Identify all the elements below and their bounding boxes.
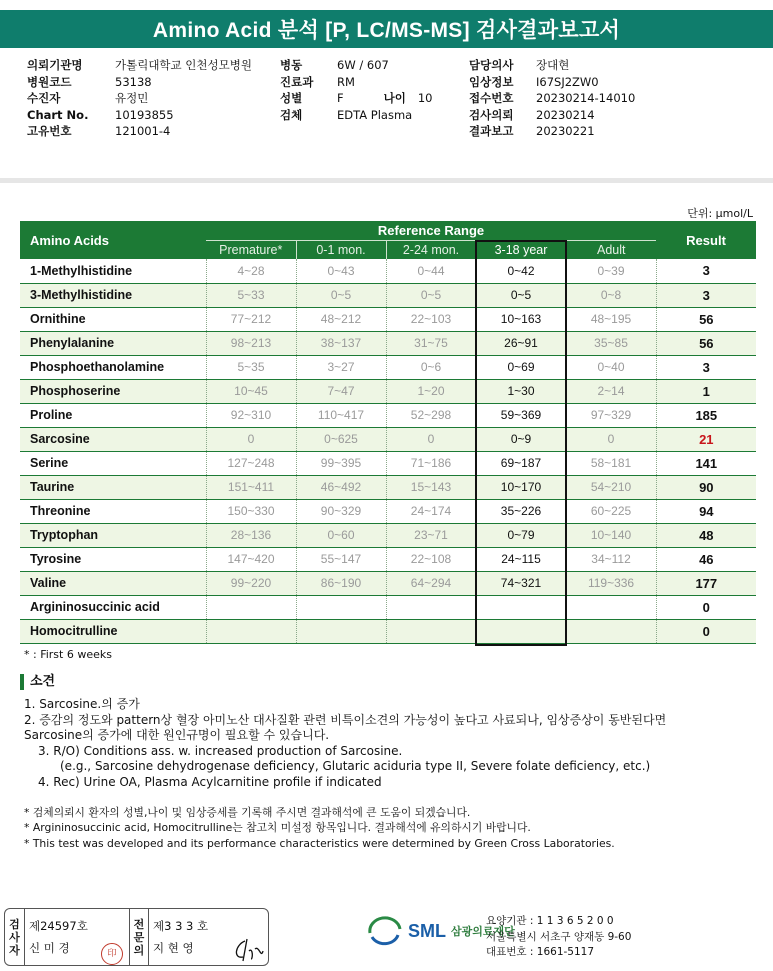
reference-range-cell: 23~71 [386, 523, 476, 547]
info-row [469, 57, 635, 74]
result-value: 56 [656, 331, 756, 355]
reference-range-cell: 3~27 [296, 355, 386, 379]
table-row [20, 595, 756, 619]
table-row [20, 379, 756, 403]
reference-range-cell [206, 595, 296, 619]
amino-acid-name: 1-Methylhistidine [20, 259, 206, 283]
reference-range-cell: 86~190 [296, 571, 386, 595]
reference-range-cell: 0 [386, 427, 476, 451]
reference-range-cell: 147~420 [206, 547, 296, 571]
info-row [469, 90, 635, 107]
reference-range-cell: 0 [206, 427, 296, 451]
tester-label-char: 자 [9, 943, 20, 957]
specialist-label-char: 전 [133, 917, 145, 931]
patient-info-col3 [469, 57, 635, 140]
reference-range-cell: 34~112 [566, 547, 656, 571]
org-contact [486, 914, 631, 961]
info-value: 53138 [115, 74, 152, 89]
reference-range-cell: 92~310 [206, 403, 296, 427]
subheader-age-group: 2-24 mon. [386, 240, 476, 259]
tester-label-char: 사 [9, 930, 20, 944]
tester-name: 신 미 경 [29, 941, 70, 955]
specialist-name: 지 현 영 [153, 941, 194, 955]
amino-acid-name: Proline [20, 403, 206, 427]
amino-acid-table [20, 221, 756, 644]
subheader-age-group: Premature* [206, 240, 296, 259]
reference-range-cell: 0~5 [296, 283, 386, 307]
reference-range-cell: 5~35 [206, 355, 296, 379]
reference-range-cell [296, 595, 386, 619]
reference-range-cell: 48~195 [566, 307, 656, 331]
amino-acid-name: Taurine [20, 475, 206, 499]
opinion-text [24, 697, 764, 791]
info-value: 장대현 [536, 58, 570, 72]
reference-range-cell: 90~329 [296, 499, 386, 523]
header-amino-acids: Amino Acids [20, 221, 206, 259]
amino-acid-name: Valine [20, 571, 206, 595]
table-row [20, 283, 756, 307]
opinion-line: 1. Sarcosine.의 증가 [24, 697, 140, 711]
result-value: 94 [656, 499, 756, 523]
info-label: 검체 [280, 107, 303, 122]
reference-range-cell: 99~395 [296, 451, 386, 475]
table-row [20, 403, 756, 427]
reference-range-cell: 58~181 [566, 451, 656, 475]
table-row [20, 331, 756, 355]
patient-info-col1 [27, 57, 252, 140]
notes [24, 805, 615, 851]
subheader-age-group: 0-1 mon. [296, 240, 386, 259]
specialist-label-char: 문 [133, 930, 145, 944]
result-value: 90 [656, 475, 756, 499]
amino-acid-name: Threonine [20, 499, 206, 523]
info-value: RM [337, 74, 355, 89]
age-label: 나이 [383, 91, 406, 105]
contact-line: 대표번호 : 1661-5117 [486, 946, 595, 958]
reference-range-cell: 98~213 [206, 331, 296, 355]
org-name: 삼광의료재단 [451, 925, 515, 938]
reference-range-cell: 46~492 [296, 475, 386, 499]
result-value: 177 [656, 571, 756, 595]
table-row [20, 307, 756, 331]
info-row [27, 90, 252, 107]
info-label: 고유번호 [27, 124, 72, 138]
amino-acid-name: Ornithine [20, 307, 206, 331]
table-row [20, 475, 756, 499]
result-value: 0 [656, 619, 756, 643]
reference-range-cell: 38~137 [296, 331, 386, 355]
reference-range-cell: 69~187 [476, 451, 566, 475]
table-row [20, 259, 756, 283]
reference-range-cell: 151~411 [206, 475, 296, 499]
table-row [20, 523, 756, 547]
table-row [20, 427, 756, 451]
info-row [27, 74, 252, 91]
reference-range-cell: 54~210 [566, 475, 656, 499]
signature-scribble-icon [231, 937, 265, 965]
info-row [469, 107, 635, 124]
reference-range-cell: 97~329 [566, 403, 656, 427]
amino-acid-name: Serine [20, 451, 206, 475]
result-value: 3 [656, 283, 756, 307]
info-value: 20230214-14010 [536, 91, 636, 105]
reference-range-cell: 150~330 [206, 499, 296, 523]
tester-info [25, 915, 129, 959]
info-row [280, 107, 432, 124]
reference-range-cell [566, 619, 656, 643]
reference-range-cell: 26~91 [476, 331, 566, 355]
info-value: I67SJ2ZW0 [536, 74, 599, 89]
amino-acid-name: Tryptophan [20, 523, 206, 547]
info-label: 접수번호 [469, 91, 514, 105]
info-label: 진료과 [280, 74, 314, 89]
info-row [27, 57, 252, 74]
result-value: 0 [656, 595, 756, 619]
info-label: 병원코드 [27, 74, 72, 89]
reference-range-cell: 77~212 [206, 307, 296, 331]
reference-range-cell: 60~225 [566, 499, 656, 523]
info-row [280, 90, 432, 107]
amino-acid-name: Argininosuccinic acid [20, 595, 206, 619]
reference-range-cell [476, 595, 566, 619]
reference-range-cell: 71~186 [386, 451, 476, 475]
result-value: 3 [656, 355, 756, 379]
table-row [20, 547, 756, 571]
result-value: 1 [656, 379, 756, 403]
info-value: F [337, 91, 344, 105]
table-row [20, 451, 756, 475]
amino-acid-name: Homocitrulline [20, 619, 206, 643]
table-row [20, 619, 756, 643]
reference-range-cell: 74~321 [476, 571, 566, 595]
reference-range-cell: 0~79 [476, 523, 566, 547]
reference-range-cell: 0~39 [566, 259, 656, 283]
sml-logo-text: SML [408, 920, 446, 941]
reference-range-cell: 0~60 [296, 523, 386, 547]
note-line: * This test was developed and its performance characteristics were determined by Green Cross Laboratories. [24, 836, 615, 850]
section-divider [0, 178, 773, 183]
tester-label-char: 검 [9, 917, 20, 931]
tester-license: 제24597호 [29, 919, 88, 933]
header-result: Result [656, 221, 756, 259]
info-value: 가톨릭대학교 인천성모병원 [115, 58, 252, 72]
reference-range-cell: 15~143 [386, 475, 476, 499]
info-label: 수진자 [27, 91, 61, 105]
reference-range-cell: 0~5 [476, 283, 566, 307]
reference-range-cell: 119~336 [566, 571, 656, 595]
info-row [27, 107, 252, 124]
reference-range-cell: 127~248 [206, 451, 296, 475]
info-label: 임상정보 [469, 74, 514, 89]
info-row [469, 74, 635, 91]
reference-range-cell: 0~40 [566, 355, 656, 379]
info-value: 6W / 607 [337, 58, 389, 72]
patient-info-col2 [280, 57, 432, 123]
subheader-age-group: 3-18 year [476, 240, 566, 259]
reference-range-cell: 1~20 [386, 379, 476, 403]
table-row [20, 499, 756, 523]
specialist-info [149, 915, 267, 959]
reference-range-cell: 35~226 [476, 499, 566, 523]
info-label: 병동 [280, 58, 303, 72]
reference-range-cell: 0~9 [476, 427, 566, 451]
reference-range-cell: 28~136 [206, 523, 296, 547]
result-value: 3 [656, 259, 756, 283]
reference-range-cell: 1~30 [476, 379, 566, 403]
note-line: * Argininosuccinic acid, Homocitrulline는 참고치 미설정 항목입니다. 결과해석에 유의하시기 바랍니다. [24, 821, 531, 835]
unit-label: 단위: µmol/L [687, 207, 753, 220]
info-label: 담당의사 [469, 58, 514, 72]
opinion-title: 소견 [20, 674, 55, 690]
contact-line: 요양기관 : 1 1 3 6 5 2 0 0 [486, 915, 614, 927]
reference-range-cell: 55~147 [296, 547, 386, 571]
info-value: 유정민 [115, 91, 149, 105]
info-row [280, 74, 432, 91]
amino-acid-name: Phosphoethanolamine [20, 355, 206, 379]
reference-range-cell: 0~625 [296, 427, 386, 451]
reference-range-cell: 4~28 [206, 259, 296, 283]
amino-acid-name: Sarcosine [20, 427, 206, 451]
reference-range-cell: 0~6 [386, 355, 476, 379]
subheader-age-group: Adult [566, 240, 656, 259]
reference-range-cell: 22~103 [386, 307, 476, 331]
reference-range-cell: 24~174 [386, 499, 476, 523]
info-value: 10193855 [115, 107, 174, 122]
reference-range-cell: 35~85 [566, 331, 656, 355]
note-line: * 검체의뢰시 환자의 성별,나이 및 임상증세를 기록해 주시면 결과해석에 큰 도움이 되겠습니다. [24, 806, 471, 819]
info-value: 20230221 [536, 124, 595, 138]
reference-range-cell [476, 619, 566, 643]
info-value: 121001-4 [115, 124, 171, 138]
report-title: Amino Acid 분석 [P, LC/MS-MS] 검사결과보고서 [0, 10, 773, 48]
reference-range-cell: 64~294 [386, 571, 476, 595]
reference-range-cell: 24~115 [476, 547, 566, 571]
table-row [20, 571, 756, 595]
amino-acid-name: Phenylalanine [20, 331, 206, 355]
table-row [20, 355, 756, 379]
info-label: 검사의뢰 [469, 107, 514, 122]
reference-range-cell: 0~69 [476, 355, 566, 379]
reference-range-cell: 10~45 [206, 379, 296, 403]
reference-range-cell: 99~220 [206, 571, 296, 595]
reference-range-cell: 59~369 [476, 403, 566, 427]
amino-acid-name: Tyrosine [20, 547, 206, 571]
seal-stamp-icon: 印 [101, 943, 123, 965]
reference-range-cell [566, 595, 656, 619]
reference-range-cell: 48~212 [296, 307, 386, 331]
opinion-line: 4. Rec) Urine OA, Plasma Acylcarnitine profile if indicated [38, 774, 382, 789]
result-value: 48 [656, 523, 756, 547]
reference-range-cell: 2~14 [566, 379, 656, 403]
header-reference-range: Reference Range [206, 221, 656, 240]
reference-range-cell [386, 619, 476, 643]
opinion-line: 3. R/O) Conditions ass. w. increased production of Sarcosine. [38, 743, 403, 758]
signature-box [4, 908, 269, 966]
info-row [27, 123, 252, 140]
reference-range-cell: 110~417 [296, 403, 386, 427]
info-label: Chart No. [27, 107, 89, 122]
info-label: 성별 [280, 91, 303, 105]
reference-range-cell: 0~43 [296, 259, 386, 283]
reference-range-cell [206, 619, 296, 643]
result-value: 21 [656, 427, 756, 451]
reference-range-cell: 5~33 [206, 283, 296, 307]
reference-range-cell: 10~163 [476, 307, 566, 331]
reference-range-cell: 10~170 [476, 475, 566, 499]
opinion-line: Sarcosine의 증가에 대한 원인규명이 필요할 수 있습니다. [24, 728, 330, 743]
opinion-line: 2. 증감의 정도와 pattern상 혈장 아미노산 대사질환 관련 비특이소견의 가능성이 높다고 사료되나, 임상증상이 동반된다면 [24, 712, 667, 727]
age-value: 10 [417, 91, 433, 105]
info-row [280, 57, 432, 74]
reference-range-cell [386, 595, 476, 619]
specialist-license: 제3 3 3 호 [153, 919, 209, 933]
sml-logo-icon [366, 915, 404, 947]
result-value: 56 [656, 307, 756, 331]
amino-acid-name: Phosphoserine [20, 379, 206, 403]
info-row [469, 123, 635, 140]
reference-range-cell: 52~298 [386, 403, 476, 427]
result-value: 185 [656, 403, 756, 427]
opinion-line: (e.g., Sarcosine dehydrogenase deficiency, Glutaric aciduria type II, Severe folate deficiency, etc.) [60, 759, 651, 774]
info-value: EDTA Plasma [337, 107, 413, 122]
amino-acid-name: 3-Methylhistidine [20, 283, 206, 307]
result-value: 141 [656, 451, 756, 475]
contact-line: 서울특별시 서초구 양재동 9-60 [486, 930, 632, 943]
tester-label [5, 909, 25, 965]
reference-range-cell: 0~8 [566, 283, 656, 307]
reference-range-cell: 0~42 [476, 259, 566, 283]
reference-range-cell: 0~5 [386, 283, 476, 307]
info-value: 20230214 [536, 107, 595, 122]
info-label: 의뢰기관명 [27, 58, 83, 72]
result-value: 46 [656, 547, 756, 571]
specialist-label [129, 909, 149, 965]
specialist-label-char: 의 [133, 943, 145, 957]
info-label: 결과보고 [469, 124, 514, 138]
reference-range-cell: 0 [566, 427, 656, 451]
reference-range-cell [296, 619, 386, 643]
reference-range-cell: 0~44 [386, 259, 476, 283]
reference-range-cell: 7~47 [296, 379, 386, 403]
reference-range-cell: 22~108 [386, 547, 476, 571]
reference-range-cell: 10~140 [566, 523, 656, 547]
reference-range-cell: 31~75 [386, 331, 476, 355]
table-footnote: * : First 6 weeks [24, 648, 112, 661]
